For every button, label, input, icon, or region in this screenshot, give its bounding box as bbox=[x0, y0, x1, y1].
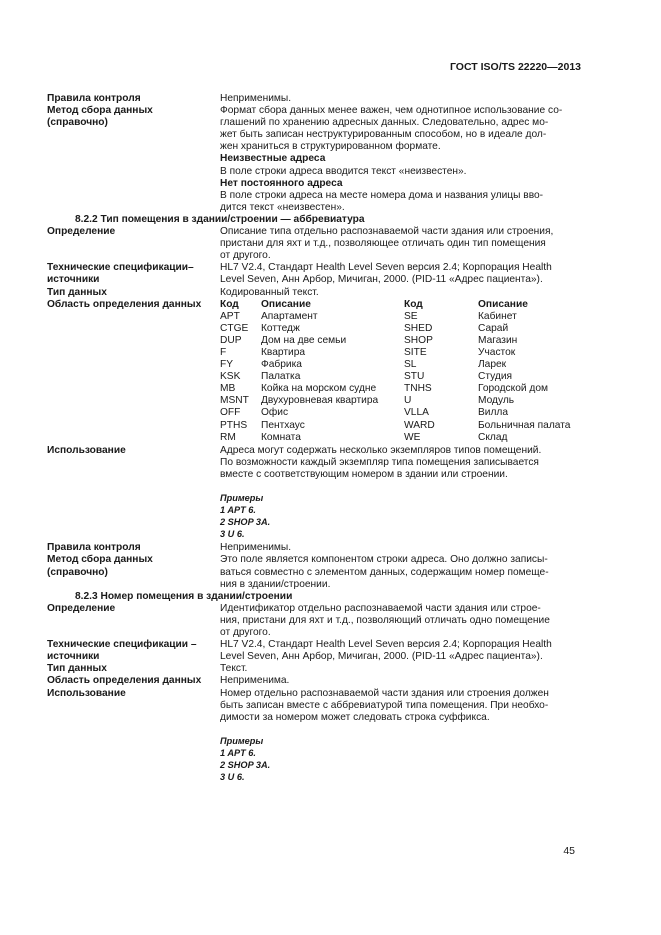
tech-spec-label: Технические спецификации – источники bbox=[47, 639, 197, 663]
example-item: 1 APT 6. bbox=[220, 505, 256, 516]
example-item: 1 APT 6. bbox=[220, 747, 256, 758]
collection-method-label: Метод сбора данных (справочно) bbox=[47, 105, 153, 129]
code-table-header bbox=[220, 299, 583, 311]
examples-title: Примеры bbox=[220, 493, 264, 503]
definition-label: Определение bbox=[47, 602, 116, 614]
definition-row bbox=[47, 603, 583, 639]
tech-spec-value: HL7 V2.4, Стандарт Health Level Seven версия 2.4; Корпорация Health Level Seven, Анн Арбор, Мичиган, 2000. (PID-11 «Адрес пациента»). bbox=[220, 262, 552, 286]
code-row: APT Апартамент SE Кабинет bbox=[220, 310, 517, 322]
code-row: MSNT Двухуровневая квартира U Модуль bbox=[220, 395, 515, 407]
example-item: 2 SHOP 3A. bbox=[220, 517, 271, 528]
usage-row bbox=[47, 688, 583, 784]
example-item: 2 SHOP 3A. bbox=[220, 759, 271, 770]
definition-value: Идентификатор отдельно распознаваемой части здания или строе- ния, пристани для яхт и т.д., позволяющий отличать одно помещение от другого. bbox=[220, 602, 550, 639]
control-rules-row bbox=[47, 93, 583, 105]
usage-value: Номер отдельно распознаваемой части здания или строения должен быть записан вместе с аббревиатурой типа помещения. При необхо- димости за номером может следовать строка суффикса. Примеры 1 APT 6. 2 SHOP 3A. 3 U 6. bbox=[220, 688, 583, 784]
section-8-2-3-heading: 8.2.3 Номер помещения в здании/строении bbox=[75, 590, 293, 602]
data-type-row bbox=[47, 287, 583, 299]
code-row: KSK Палатка STU Студия bbox=[220, 371, 513, 383]
usage-value: Адреса могут содержать несколько экземпляров типов помещений. По возможности каждый экземпляр типа помещения записывается вместе с соответствующим номером в здании или строении. Примеры 1 APT 6. 2 SHOP 3A. 3 U 6. bbox=[220, 445, 583, 541]
data-type-value: Кодированный текст. bbox=[220, 286, 319, 298]
tech-spec-label: Технические спецификации– источники bbox=[47, 262, 194, 286]
no-permanent-address-title: Нет постоянного адреса bbox=[220, 177, 343, 189]
control-rules-label: Правила контроля bbox=[47, 93, 141, 104]
code-row: FY Фабрика SL Ларек bbox=[220, 359, 507, 371]
tech-spec-value: HL7 V2.4, Стандарт Health Level Seven версия 2.4; Корпорация Health Level Seven, Анн Арбор, Мичиган, 2000. (PID-11 «Адрес пациента»). bbox=[220, 639, 552, 663]
data-domain-row bbox=[47, 675, 583, 687]
examples-title: Примеры bbox=[220, 735, 264, 746]
collection-method-value: Формат сбора данных менее важен, чем однотипное использование со- глашений по хранению адресных данных. Следовательно, адрес мо- жет быть записан неструктурированным способом, но в идеале дол- жен храниться в структурированном формате. Неизвестные адреса В поле строки адреса вводится текст «неизвестен». Нет постоянного адреса В поле строки адреса на месте номера дома и названия улицы вво- дится текст «неизвестен». bbox=[220, 105, 583, 214]
code-row: RM Комната WE Склад bbox=[220, 431, 508, 443]
unknown-address-title: Неизвестные адреса bbox=[220, 153, 326, 165]
code-row: DUP Дом на две семьи SHOP Магазин bbox=[220, 334, 518, 346]
description-header: Описание bbox=[478, 298, 528, 310]
definition-label: Определение bbox=[47, 226, 116, 238]
data-type-value: Текст. bbox=[220, 663, 248, 675]
code-row: F Квартира SITE Участок bbox=[220, 346, 516, 358]
example-item: 3 U 6. bbox=[220, 529, 245, 540]
code-row: MB Койка на морском судне TNHS Городской дом bbox=[220, 383, 549, 395]
example-item: 3 U 6. bbox=[220, 772, 245, 783]
usage-label: Использование bbox=[47, 687, 126, 699]
code-header: Код bbox=[220, 298, 239, 310]
tech-spec-row bbox=[47, 639, 583, 663]
document-body bbox=[47, 93, 583, 783]
code-row: CTGE Коттедж SHED Сарай bbox=[220, 322, 509, 334]
data-type-label: Тип данных bbox=[47, 286, 107, 298]
data-domain-label: Область определения данных bbox=[47, 298, 202, 310]
data-domain-label: Область определения данных bbox=[47, 675, 202, 687]
code-header: Код bbox=[404, 298, 423, 310]
collection-method-value: Это поле является компонентом строки адреса. Оно должно записы- ваться совместно с элементом данных, содержащим номер помеще- ния в здании/строении. bbox=[220, 554, 549, 590]
collection-method-label: Метод сбора данных (справочно) bbox=[47, 554, 153, 578]
collection-method-row bbox=[47, 105, 583, 214]
code-row: OFF Офис VLLA Вилла bbox=[220, 407, 509, 419]
definition-value: Описание типа отдельно распознаваемой части здания или строения, пристани для яхт и т.д., позволяющее отличать один тип помещения от другого. bbox=[220, 226, 554, 262]
code-row: PTHS Пентхаус WARD Больничная палата bbox=[220, 419, 571, 431]
control-rules-label: Правила контроля bbox=[47, 542, 141, 554]
document-header: ГОСТ ISO/TS 22220—2013 bbox=[449, 61, 581, 73]
unknown-address-text: В поле строки адреса вводится текст «неизвестен». bbox=[220, 165, 467, 177]
data-domain-row bbox=[47, 299, 583, 444]
collection-method-row bbox=[47, 554, 583, 590]
data-type-label: Тип данных bbox=[47, 663, 107, 675]
control-rules-row bbox=[47, 542, 583, 554]
usage-row bbox=[47, 445, 583, 541]
page-number: 45 bbox=[563, 845, 575, 857]
description-header: Описание bbox=[261, 298, 311, 310]
data-type-row bbox=[47, 663, 583, 675]
definition-row bbox=[47, 226, 583, 262]
tech-spec-row bbox=[47, 262, 583, 286]
control-rules-value: Неприменимы. bbox=[220, 93, 292, 104]
code-table bbox=[220, 299, 583, 444]
usage-label: Использование bbox=[47, 444, 126, 456]
control-rules-value: Неприменимы. bbox=[220, 542, 292, 554]
data-domain-value: Неприменима. bbox=[220, 675, 290, 687]
section-8-2-2-heading: 8.2.2 Тип помещения в здании/строении — аббревиатура bbox=[75, 213, 365, 225]
